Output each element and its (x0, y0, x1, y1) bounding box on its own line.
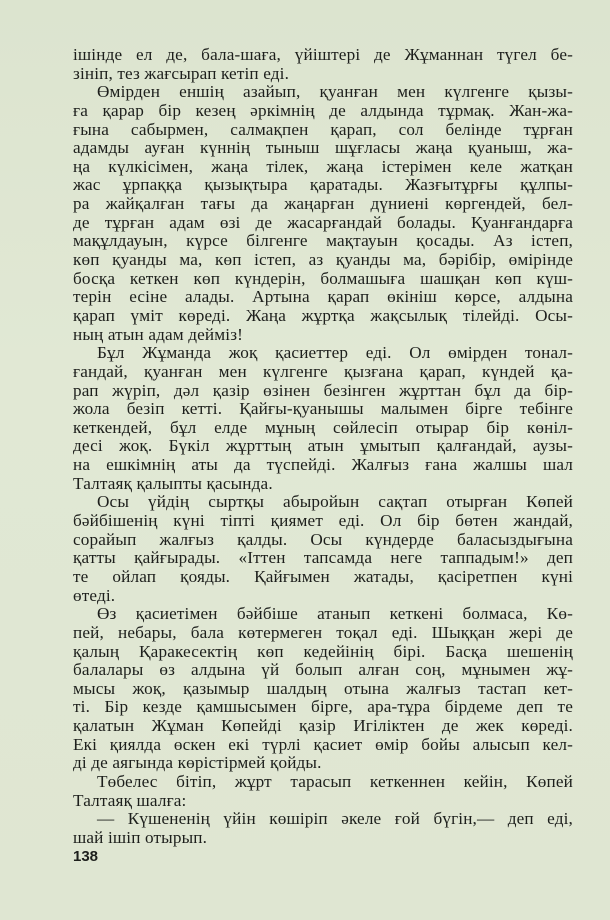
text-line: ішінде ел де, бала-шаға, үйіштері де Жұманнан түгел бе- (73, 45, 573, 64)
text-line: Талтаяқ қалыпты қасында. (73, 473, 273, 493)
text-line: Төбелес бітіп, жұрт тарасып кеткеннен кейін, Көпей (97, 771, 573, 791)
text-line: — Күшененің үйін көшіріп әкеле ғой бүгін,— деп еді, (97, 809, 573, 829)
text-line: босқа кеткен көп күндерін, болмашыға шашқан көп күш- (73, 268, 573, 288)
text-line: ғандай, қуанған мен күлгенге қызғана қарап, күндей қа- (73, 361, 573, 381)
text-line: Өз қасиетімен бәйбіше атанып кеткені болмаса, Кө- (97, 604, 573, 624)
paragraph-7-dialogue (73, 810, 573, 847)
text-line: ңа күлкісімен, жаңа тілек, жаңа істерімен келе жатқан (73, 156, 573, 176)
text-line: терін есіне алады. Артына қарап өкініш көрсе, алдына (73, 287, 573, 307)
text-line: Өмірден еншің азайып, қуанған мен күлгенге қызы- (97, 82, 573, 102)
text-line: кеткендей, бұл елде мұның сөйлесіп отырар бір көніл- (73, 417, 573, 437)
text-line: на ешкімнің аты да түспейді. Жалғыз ғана жалшы шал (73, 455, 573, 475)
text-line: Екі қиялда өскен екі түрлі қасиет өмір бойы алысып кел- (73, 734, 573, 754)
text-line: қарап үміт көреді. Жаңа жұртқа жақсылық тілейді. Осы- (73, 305, 573, 325)
text-line: қалатын Жұман Көпейді қазір Игіліктен де жек көреді. (73, 716, 573, 736)
page-body (73, 46, 573, 848)
text-line: Бұл Жұманда жоқ қасиеттер еді. Ол өмірден тонал- (97, 343, 573, 363)
text-line: жас ұрпаққа қызықтыра қаратады. Жазғытұрғы құлпы- (73, 175, 573, 195)
text-line: Осы үйдің сыртқы абыройын сақтап отырған Көпей (97, 492, 573, 512)
text-line: те ойлап қояды. Қайғымен жатады, қасіретпен күні (73, 566, 573, 586)
text-line: десі жоқ. Бүкіл жұрттың атын ұмытып қалғандай, аузы- (73, 436, 573, 456)
text-line: сорайып жалғыз қалды. Осы күндерде баласыздығына (73, 529, 573, 549)
text-line: пей, небары, бала көтермеген тоқал еді. Шыққан жері де (73, 622, 573, 642)
text-line: шай ішіп отырып. (73, 827, 208, 847)
paragraph-1 (73, 46, 573, 83)
text-line: балалары өз алдына үй болып алған соң, мұнымен жұ- (73, 660, 573, 680)
text-line: көп қуанды ма, көп істеп, аз қуанды ма, бәрібір, өмірінде (73, 250, 573, 270)
page-number: 138 (73, 848, 99, 865)
text-line: рап жүріп, дәл қазір өзінен безінген жұрттан бұл да бір- (73, 380, 573, 400)
text-line: ның атын адам дейміз! (73, 324, 244, 344)
text-line: мақұлдауын, күрсе білгенге мақтауын қосады. Аз істеп, (73, 231, 573, 251)
text-line: қатты қайғырады. «Іттен тапсамда неге таппадым!» деп (73, 548, 573, 568)
text-line: де тұрған адам өзі де жасарғандай болады. Қуанғандарға (73, 212, 573, 232)
text-line: бәйбішенің күні тіпті қиямет еді. Ол бір бөтен жандай, (73, 511, 573, 531)
text-line: зініп, тез жағсырап кетіп еді. (73, 63, 290, 83)
paragraph-3 (73, 344, 573, 493)
paragraph-4 (73, 493, 573, 605)
text-line: Талтаяқ шалға: (73, 790, 187, 810)
text-line: ғына сабырмен, салмақпен қарап, сол белінде тұрған (73, 119, 573, 139)
paragraph-2 (73, 83, 573, 344)
text-line: ті. Бір кезде қамшысымен бірге, ара-тұра бірдеме деп те (73, 697, 573, 717)
paragraph-5 (73, 605, 573, 773)
text-line: ді де аягында көрістірмей қойды. (73, 753, 322, 773)
text-line: ра жайқалған тағы да жаңарған дүниені көргендей, бел- (73, 194, 573, 214)
text-line: өтеді. (73, 585, 116, 605)
paragraph-6 (73, 773, 573, 810)
text-line: жола безіп кетті. Қайғы-қуанышы малымен бірге тебінге (73, 399, 573, 419)
text-line: қалың Қаракесектің көп кедейінің бірі. Басқа шешенің (73, 641, 573, 661)
text-line: ға қарар бір кезең әркімнің де алдында тұрмақ. Жан-жа- (73, 100, 573, 120)
text-line: мысы жоқ, қазымыр шалдың отына жалғыз тастап кет- (73, 678, 573, 698)
text-line: адамды ауған күннің тыныш шұғласы жаңа қуаныш, жа- (73, 138, 573, 158)
